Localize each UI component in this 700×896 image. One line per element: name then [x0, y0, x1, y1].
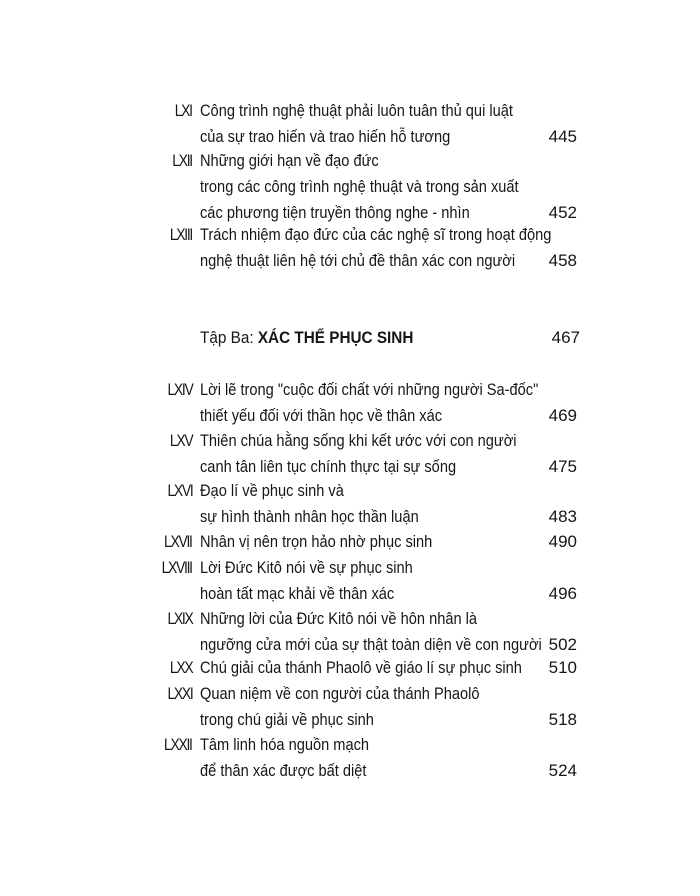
- title-line: nghệ thuật liên hệ tới chủ đề thân xác con người: [200, 251, 516, 270]
- chapter-number: LXIII: [169, 225, 192, 244]
- title-line: Thiên chúa hằng sống khi kết ước với con người: [200, 431, 517, 450]
- chapter-title: [200, 222, 560, 274]
- chapter-number: LXXII: [164, 735, 192, 754]
- title-line: Những lời của Đức Kitô nói về hôn nhân là: [200, 609, 478, 628]
- title-line: Trách nhiệm đạo đức của các nghệ sĩ trong hoạt động: [200, 225, 552, 244]
- chapter-title: [200, 655, 560, 681]
- chapter-title: [200, 377, 560, 429]
- chapter-number: LXVI: [167, 481, 192, 500]
- chapter-number: LXVII: [164, 532, 192, 551]
- title-line: của sự trao hiến và trao hiến hỗ tương: [200, 127, 451, 146]
- chapter-number: LXX: [169, 658, 192, 677]
- title-line: hoàn tất mạc khải về thân xác: [200, 584, 395, 603]
- chapter-title: [200, 428, 560, 480]
- chapter-title: [200, 98, 560, 150]
- part-heading: [200, 325, 580, 351]
- title-line: trong chú giải về phục sinh: [200, 710, 374, 729]
- part-title: XÁC THỂ PHỤC SINH: [257, 328, 414, 347]
- chapter-number: LXXI: [167, 684, 192, 703]
- title-line: các phương tiện truyền thông nghe - nhìn: [200, 203, 470, 222]
- title-line: Lời Đức Kitô nói về sự phục sinh: [200, 558, 413, 577]
- title-line: sự hình thành nhân học thần luận: [200, 507, 419, 526]
- chapter-number: LXI: [175, 101, 192, 120]
- chapter-number: LXIX: [167, 609, 192, 628]
- chapter-number: LXVIII: [161, 558, 192, 577]
- page-number: 467: [551, 328, 580, 347]
- part-label: [200, 325, 413, 351]
- chapter-title: [200, 681, 560, 733]
- chapter-title: [200, 478, 560, 530]
- chapter-title: [200, 148, 560, 226]
- title-line: Đạo lí về phục sinh và: [200, 481, 344, 500]
- chapter-title: [200, 606, 560, 658]
- toc-page: LXI Công trình nghệ thuật phải luôn tuân thủ qui luật của sự trao hiến và trao hiến hỗ tương 445 LXII Những giới hạn về đạo đức trong các công trình nghệ thuật và trong sản xuất các phương tiện truyền thông nghe - nhìn 452 LXIII Trách nhiệm đạo đức của các nghệ sĩ trong hoạt động nghệ thuật liên hệ tới chủ đề thân xác con người 458 Tập Ba: XÁC THỂ PHỤC SINH 467 LXIV Lời lẽ trong "cuộc đối chất với những người Sa-đốc" thiết yếu đối với thần học về thân xác 469 LXV Thiên chúa hằng sống khi kết ước với con người canh tân liên tục chính thực tại sự sống 475 LXVI Đạo lí về phục sinh và sự hình thành nhân học thần luận 483 LXVII Nhân vị nên trọn hảo nhờ phục sinh 490 LXVIII Lời Đức Kitô nói về sự phục sinh hoàn tất mạc khải về thân xác 496 LXIX Những lời của Đức Kitô nói về hôn nhân là ngưỡng cửa mới của sự thật toàn diện về con người 502 LXX Chú giải của thánh Phaolô về giáo lí sự phục sinh 510 LXXI Quan niệm về con người của thánh Phaolô trong chú giải về phục sinh 518 LXXII Tâm linh hóa nguồn mạch để thân xác được bất diệt 524: [0, 0, 700, 896]
- title-line: Lời lẽ trong "cuộc đối chất với những người Sa-đốc": [200, 380, 539, 399]
- chapter-number: LXIV: [167, 380, 192, 399]
- title-line: Nhân vị nên trọn hảo nhờ phục sinh: [200, 532, 433, 551]
- title-line: thiết yếu đối với thần học về thân xác: [200, 406, 443, 425]
- chapter-title: [200, 555, 560, 607]
- part-prefix: Tập Ba:: [200, 328, 258, 347]
- title-line: Quan niệm về con người của thánh Phaolô: [200, 684, 480, 703]
- chapter-number: LXV: [169, 431, 192, 450]
- title-line: ngưỡng cửa mới của sự thật toàn diện về con người: [200, 635, 542, 654]
- title-line: Những giới hạn về đạo đức: [200, 151, 379, 170]
- chapter-title: [200, 529, 560, 555]
- title-line: để thân xác được bất diệt: [200, 761, 367, 780]
- title-line: Chú giải của thánh Phaolô về giáo lí sự phục sinh: [200, 658, 522, 677]
- title-line: Tâm linh hóa nguồn mạch: [200, 735, 370, 754]
- title-line: trong các công trình nghệ thuật và trong sản xuất: [200, 177, 519, 196]
- chapter-title: [200, 732, 560, 784]
- title-line: Công trình nghệ thuật phải luôn tuân thủ qui luật: [200, 101, 513, 120]
- chapter-number: LXII: [172, 151, 192, 170]
- title-line: canh tân liên tục chính thực tại sự sống: [200, 457, 457, 476]
